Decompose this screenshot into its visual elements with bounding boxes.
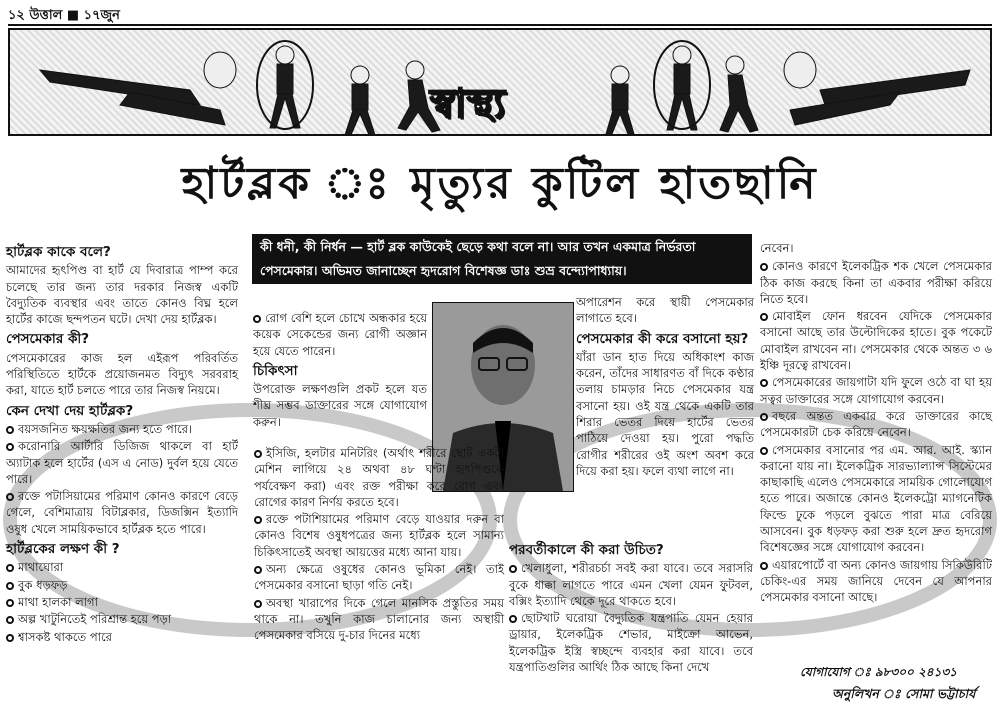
- bullet-icon: [6, 493, 14, 501]
- list-item: [6, 488, 238, 537]
- bullet-icon: [254, 566, 262, 574]
- column-6: [760, 240, 992, 607]
- bullet-icon: [509, 565, 517, 573]
- list-item-text: ইসিজি, হলটার মনিটরিং (অর্থাৎ শরীরে ছোট একটা মেশিন লাগিয়ে ২৪ অথবা ৪৮ ঘণ্টা হৃৎপিণ্ডকে পর্যবেক্ষণ করা) এবং রক্ত পরীক্ষা করে রোগ এবং রোগের কারণ নির্ণয় করতে হবে।: [254, 446, 504, 509]
- column-2: [253, 310, 427, 432]
- column-3: [254, 445, 504, 645]
- bullet-icon: [760, 447, 768, 455]
- bullet-icon: [6, 443, 14, 451]
- subheading: পরবর্তীকালে কী করা উচিত?: [509, 542, 664, 558]
- writer-credit: অনুলিখন ঃ সোমা ভট্টাচার্য: [832, 686, 976, 701]
- bullet-list: [760, 258, 992, 605]
- list-item: [253, 310, 427, 359]
- bullet-icon: [6, 426, 14, 434]
- list-item-text: অল্প খাটুনিতেই পরিশ্রান্ত হয়ে পড়া: [18, 612, 172, 627]
- bullet-icon: [254, 516, 262, 524]
- list-item: [254, 511, 504, 560]
- bullet-icon: [6, 616, 14, 624]
- subheading: কেন দেখা দেয় হার্টব্লক?: [6, 402, 134, 419]
- list-item: [760, 258, 992, 307]
- subheading: হার্টব্লকের লক্ষণ কী ?: [6, 541, 120, 558]
- list-item-text: বছরে অন্তত একবার করে ডাক্তারের কাছে পেসমেকারটা চেক করিয়ে নেবেন।: [760, 408, 992, 440]
- list-item: [254, 445, 504, 510]
- list-item-text: কোনও কারণে ইলেকট্রিক শক খেলে পেসমেকার ঠিক কাজ করছে কিনা তা একবার পরীক্ষা করিয়ে নিতে হবে।: [760, 259, 992, 306]
- list-item: [509, 560, 753, 609]
- list-item: [760, 442, 992, 556]
- list-item: [254, 561, 504, 594]
- list-item-text: রক্তে পটাশিয়ামের পরিমাণ বেড়ে যাওয়ার দরুন বা কোনও বিশেষ ওষুধপত্রের জন্য হার্টব্লক হলে সামান্য চিকিৎসাতেই অবস্থা আয়ত্তের মধ্যে আনা যায়।: [254, 512, 504, 559]
- list-item-text: মোবাইল ফোন ধরবেন যেদিকে পেসমেকার বসানো আছে তার উল্টোদিকের হাতে। বুক পকেটে মোবাইল রাখবেন না। পেসমেকার থেকে অন্তত ৩ ৬ ইঞ্চি দূরত্বে রাখবেন।: [760, 309, 992, 373]
- list-item: [760, 374, 992, 407]
- bullet-list: [6, 421, 238, 537]
- bullet-list: [254, 445, 504, 644]
- contact-line: যোগাযোগ ঃ ৯৮৩০০ ২৪১৩১: [800, 665, 957, 679]
- paragraph: নেবেন।: [760, 241, 794, 255]
- list-item-text: খেলাধুলা, শরীরচর্চা সবই করা যাবে। তবে সরাসরি বুকে ধাক্কা লাগতে পারে এমন খেলা যেমন ফুটবল, বক্সিং ইত্যাদি থেকে দূরে থাকতে হবে।: [509, 561, 753, 608]
- bullet-icon: [760, 562, 768, 570]
- headline: হার্টব্লক ঃ মৃত্যুর কুটিল হাতছানি: [181, 158, 819, 209]
- list-item: [254, 595, 504, 644]
- bullet-icon: [6, 564, 14, 572]
- list-item-text: ছোটখাট ঘরোয়া বৈদ্যুতিক যন্ত্রপাতি যেমন হেয়ার ড্রায়ার, ইলেকট্রিক শেভার, মাইক্রো আভেন, ইলেকট্রিক ইস্ত্রি স্বচ্ছন্দে ব্যবহার করা যাবে। তবে যন্ত্রপাতিগুলির আর্থিং ঠিক আছে কিনা দেখে: [509, 611, 753, 675]
- list-item-text: শ্বাসকষ্ট থাকতে পারে: [18, 629, 112, 644]
- bullet-icon: [509, 615, 517, 623]
- bullet-list: [509, 560, 753, 675]
- list-item: [6, 421, 238, 437]
- list-item-text: করোনারি আর্টারি ডিজিজ থাকলে বা হার্ট অ্যাটাক হলে হার্টের (এস এ নোড) দুর্বল হয়ে যেতে পারে।: [6, 439, 238, 486]
- subheading: পেসমেকার কী?: [6, 331, 90, 348]
- list-item: [760, 408, 992, 441]
- list-item-text: রোগ বেশি হলে চোখে অন্ধকার হয়ে কয়েক সেকেন্ডের জন্য রোগী অজ্ঞান হয়ে যেতে পারেন।: [253, 311, 427, 358]
- list-item-text: অন্য ক্ষেত্রে ওষুধের কোনও ভূমিকা নেই। তাই পেসমেকার বসানো ছাড়া গতি নেই।: [254, 562, 504, 593]
- bullet-icon: [253, 315, 261, 323]
- bullet-icon: [6, 599, 14, 607]
- page-header: ১২ উত্তাল ■ ১৭জুন: [8, 8, 120, 23]
- list-item-text: মাথাঘোরা: [18, 560, 64, 575]
- section-title: স্বাস্থ্য: [430, 80, 507, 127]
- bullet-icon: [760, 263, 768, 271]
- list-item: [6, 629, 238, 645]
- paragraph: যাঁরা ডান হাত দিয়ে অধিকাংশ কাজ করেন, তাঁদের সাধারণত বাঁ দিকে কণ্ঠার তলায় চামড়ার নিচে পেসমেকার যন্ত্র বসানো হয়। ওই যন্ত্র থেকে একটি তার শিরার ভেতর দিয়ে হার্টের ভেতর পাঠিয়ে দেওয়া হয়। পুরো পদ্ধতি রোগীর শরীরের ওই অংশ অবশ করে দিয়ে করা হয়। ফলে ব্যথা লাগে না।: [576, 349, 754, 478]
- list-item: [6, 438, 238, 487]
- bullet-list: [6, 559, 238, 644]
- list-item-text: অবস্থা খারাপের দিকে গেলে মানসিক প্রস্তুতির সময় থাকে না। তখুনি কাজ চালানোর জন্য অস্থায়ী পেসমেকার বসিয়ে দু-চার দিনের মধ্যে: [254, 595, 504, 643]
- paragraph: আমাদের হৃৎপিণ্ড বা হার্ট যে দিবারাত্র পাম্প করে চলেছে তার জন্য তার দরকার নিজস্ব একটি বৈদ্যুতিক ব্যবস্থার এবং তাতে কোনও বিঘ্ন হলে হার্টের কাজে ছন্দপতন ঘটে। দেখা দেয় হার্টব্লক।: [6, 263, 238, 327]
- list-item: [509, 610, 753, 675]
- column-5: [509, 538, 753, 676]
- subheading: পেসমেকার কী করে বসানো হয়?: [576, 330, 749, 347]
- list-item-text: পেসমেকারের জায়গাটা যদি ফুলে ওঠে বা ঘা হয় সত্বর ডাক্তারের সঙ্গে যোগাযোগ করবেন।: [760, 375, 992, 406]
- list-item-text: বয়সজনিত ক্ষয়ক্ষতির জন্য হতে পারে।: [18, 421, 193, 436]
- paragraph: পেসমেকারের কাজ হল এইরূপ পরিবর্তিত পরিস্থিতিতে হার্টকে প্রয়োজনমত বিদ্যুৎ সরবরাহ করা, যাতে হার্ট চলতে পারে তার নিজস্ব নিয়মে।: [6, 350, 238, 398]
- subheading: হার্টব্লক কাকে বলে?: [6, 244, 111, 260]
- bullet-icon: [760, 313, 768, 321]
- list-item: [6, 594, 238, 610]
- list-item-text: বুক ধড়ফড়: [18, 577, 68, 592]
- subheading: চিকিৎসা: [253, 362, 298, 379]
- column-4: [576, 294, 754, 481]
- banner-illustration: [8, 28, 992, 136]
- list-item: [6, 559, 238, 575]
- list-item: [6, 611, 238, 627]
- list-item-text: এয়ারপোর্টে বা অন্য কোনও জায়গায় সিকিউরিটি চেকিং-এর সময় জানিয়ে দেবেন যে আপনার পেসমেকার বসানো আছে।: [760, 557, 992, 605]
- column-1: [6, 240, 238, 646]
- bullet-icon: [760, 413, 768, 421]
- list-item-text: মাথা হালকা লাগা: [18, 594, 98, 609]
- list-item-text: রক্তে পটাসিয়ামের পরিমাণ কোনও কারণে বেড়ে গেলে, বেশিমাত্রায় বিটাব্লকার, ডিজক্সিন ইত্যাদি ওষুধ খেলে সাময়িকভাবে হার্টব্লক হতে পারে।: [6, 489, 238, 536]
- list-item: [760, 308, 992, 373]
- bullet-icon: [760, 379, 768, 387]
- paragraph: উপরোক্ত লক্ষণগুলি প্রকট হলে যত শীঘ্র সম্ভব ডাক্তারের সঙ্গে যোগাযোগ করুন।: [253, 382, 427, 429]
- bullet-icon: [254, 450, 262, 458]
- list-item-text: পেসমেকার বসানোর পর এম. আর. আই. স্ক্যান করানো যায় না। ইলেকট্রিক সারভ্যাল্যান্স সিস্টেমের কাছাকাছি এলেও পেসমেকারে সাময়িক গোলোযোগ হতে পারে। অজান্তে কোনও ইলেকট্রো ম্যাগনেটিক ফিল্ডে ঢুকে পড়লে বুঝতে পারা মাত্র বেরিয়ে আসবেন। বুক ধড়ফড় করা শুরু হলে দ্রুত হৃদরোগ বিশেষজ্ঞের সঙ্গে যোগাযোগ করবেন।: [760, 442, 992, 555]
- bullet-icon: [254, 600, 262, 608]
- bullet-icon: [6, 634, 14, 642]
- list-item: [6, 577, 238, 593]
- intro-box: কী ধনী, কী নির্ধন — হার্ট ব্লক কাউকেই ছেড়ে কথা বলে না। আর তখন একমাত্র নির্ভরতা পেসমেকার। অভিমত জানাচ্ছেন হৃদরোগ বিশেষজ্ঞ ডাঃ শুভ্র বন্দ্যোপাধ্যায়।: [252, 234, 752, 284]
- bullet-icon: [6, 582, 14, 590]
- header-rule: [8, 24, 992, 26]
- paragraph: অপারেশন করে স্থায়ী পেসমেকার লাগাতে হবে।: [576, 295, 754, 326]
- list-item: [760, 557, 992, 606]
